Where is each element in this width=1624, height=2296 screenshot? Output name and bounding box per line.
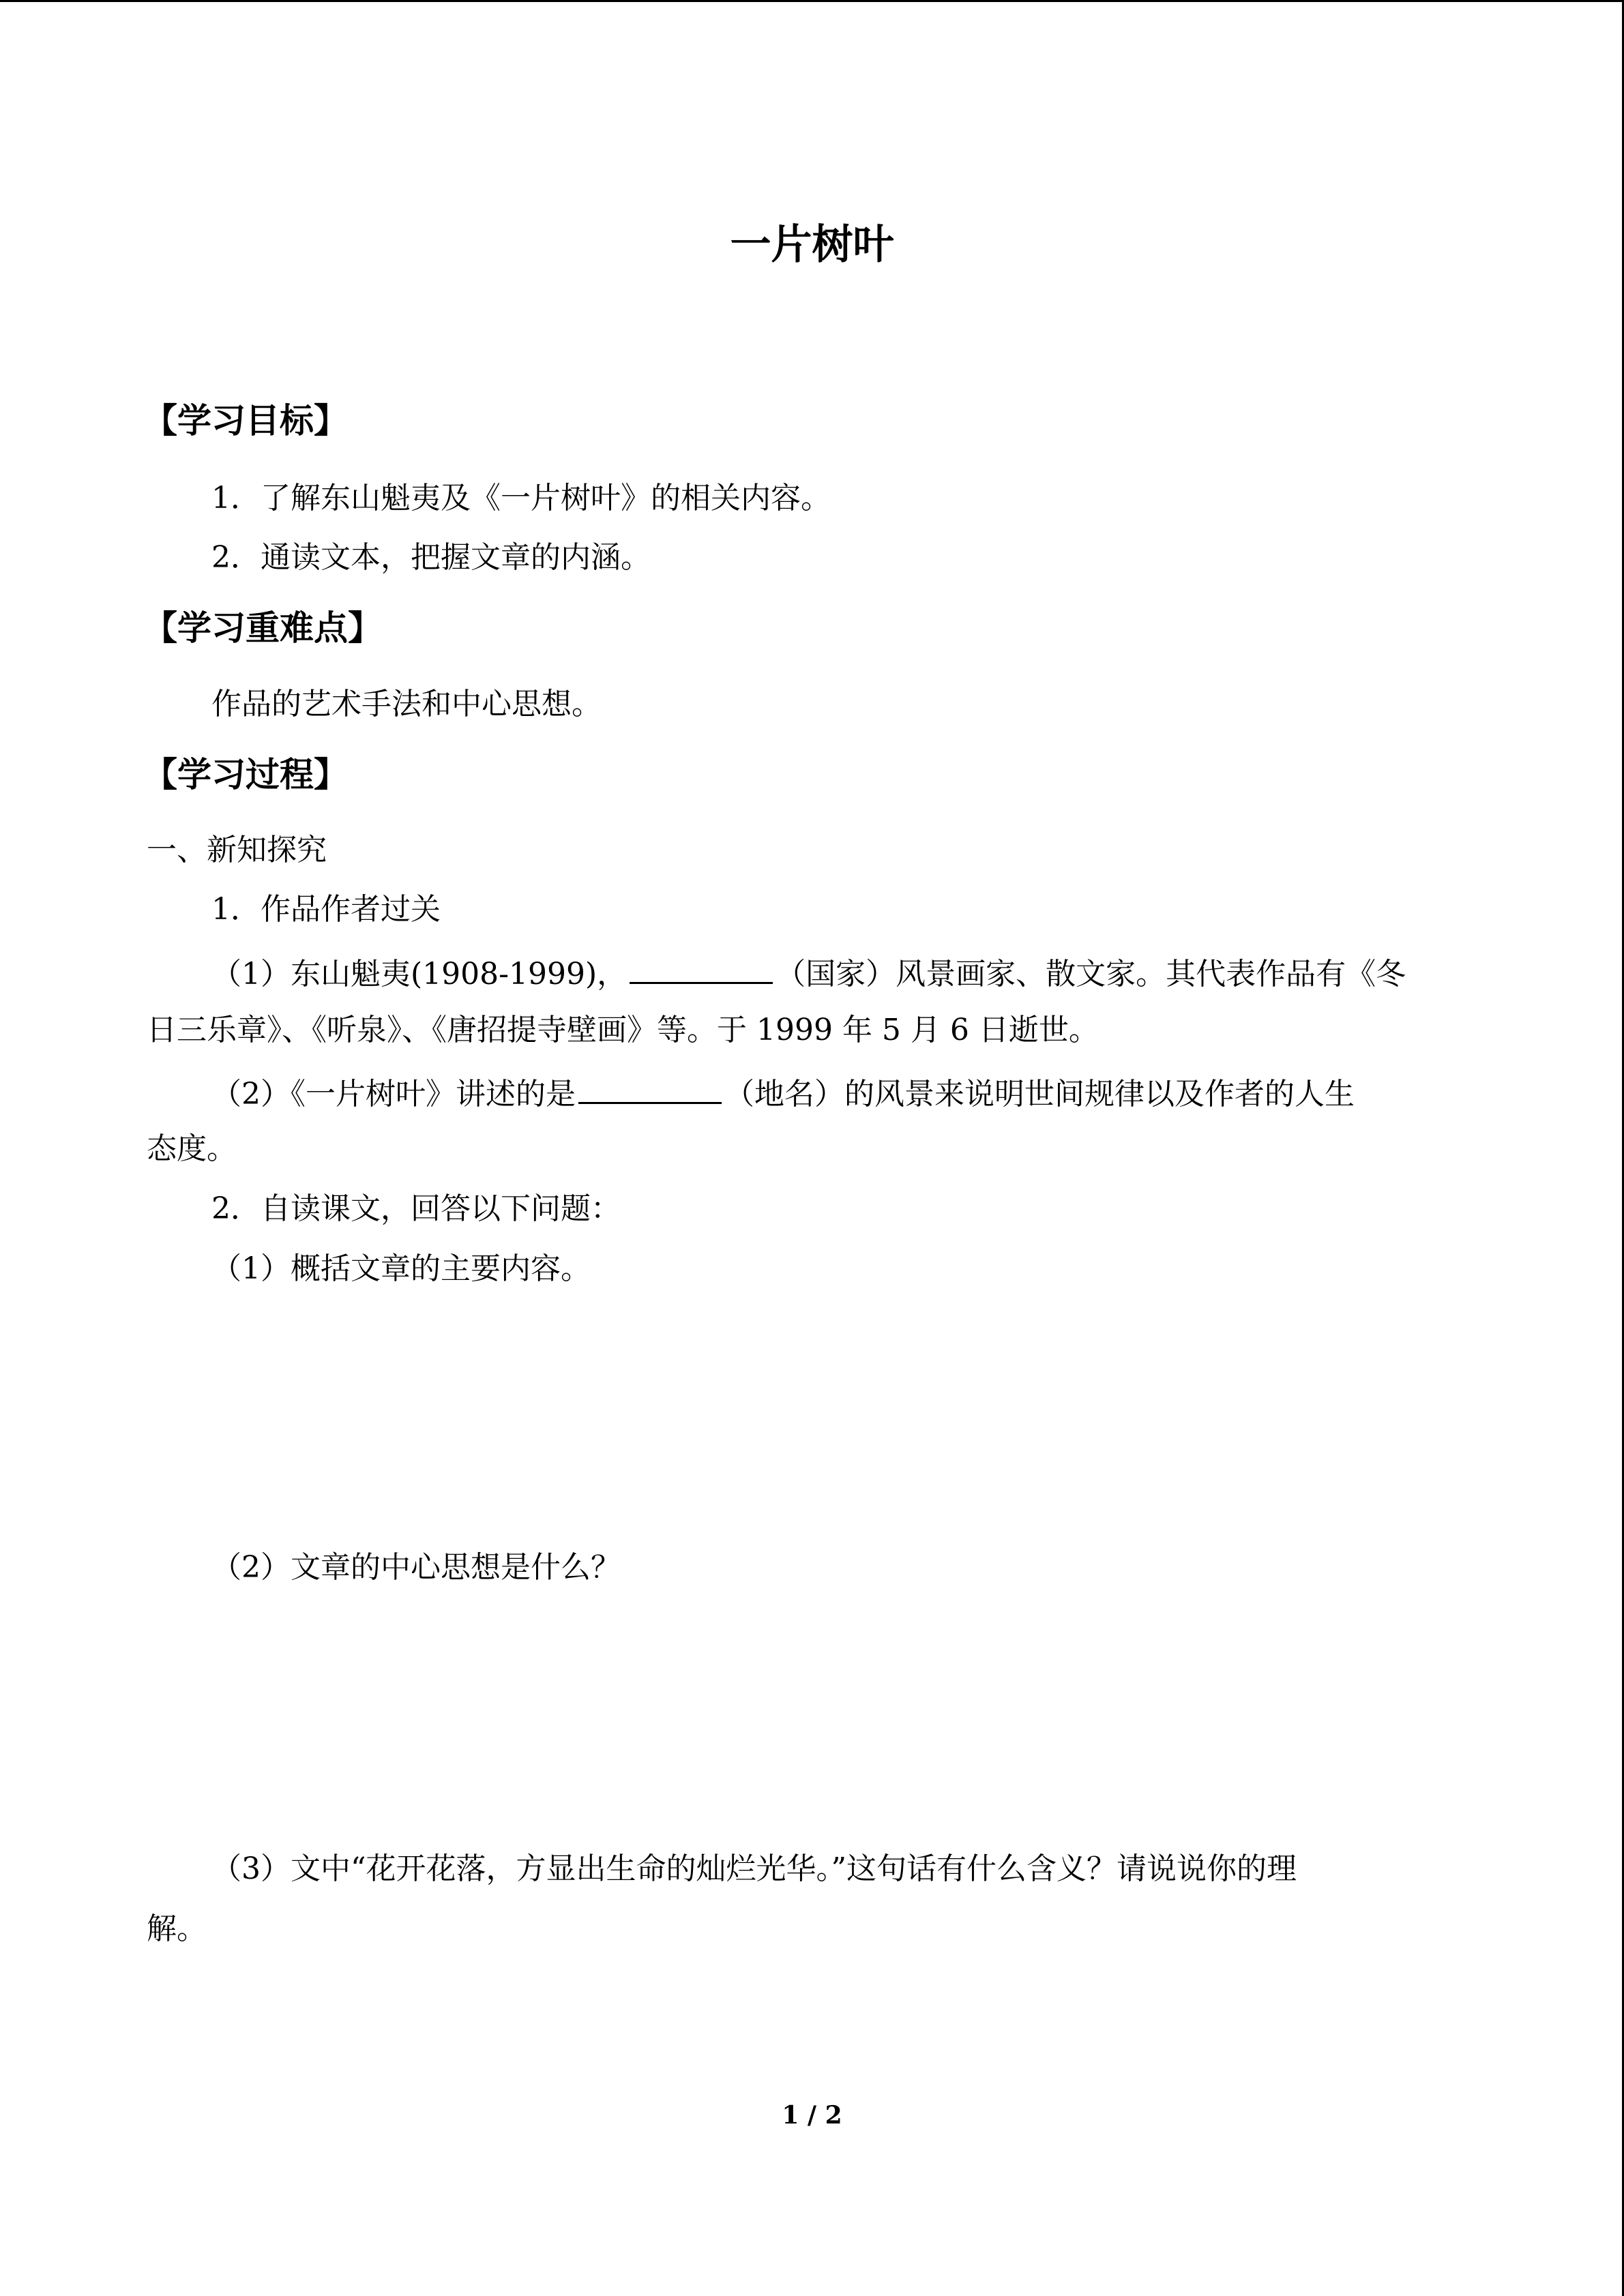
question-2-3-line2: 解。 <box>147 1911 207 1946</box>
heading-learning-goals: 【学习目标】 <box>143 401 348 441</box>
question-2-2: （2）文章的中心思想是什么？ <box>211 1550 621 1585</box>
question-1-2-line1 <box>211 1075 1355 1112</box>
question-1-2-suffix: （地名）的风景来说明世间规律以及作者的人生 <box>724 1077 1355 1112</box>
heading-learning-process: 【学习过程】 <box>143 755 348 794</box>
goal-item: 2．通读文本，把握文章的内涵。 <box>211 540 651 575</box>
page-number: 1 / 2 <box>782 2101 842 2130</box>
question-2-3-line1: （3）文中“花开花落，方显出生命的灿烂光华。”这句话有什么含义？请说说你的理 <box>211 1851 1297 1886</box>
goal-item: 1．了解东山魁夷及《一片树叶》的相关内容。 <box>211 481 831 516</box>
question-1-1-suffix: （国家）风景画家、散文家。其代表作品有《冬 <box>776 957 1406 992</box>
page-title: 一片树叶 <box>730 221 894 269</box>
question-1-2-line2: 态度。 <box>147 1131 237 1166</box>
part-title: 一、新知探究 <box>147 833 327 867</box>
heading-key-points: 【学习重难点】 <box>143 608 382 648</box>
question-1-1-prefix: （1）东山魁夷(1908-1999)， <box>211 957 628 992</box>
question-title: 1．作品作者过关 <box>211 892 441 927</box>
question-1-2-prefix: （2）《一片树叶》讲述的是 <box>211 1077 576 1112</box>
fill-blank-place[interactable] <box>578 1075 722 1104</box>
question-2-1: （1）概括文章的主要内容。 <box>211 1251 591 1286</box>
question-1-1-line1 <box>211 955 1406 992</box>
question-1-1-line2: 日三乐章》、《听泉》、《唐招提寺壁画》等。于 1999 年 5 月 6 日逝世。 <box>147 1013 1099 1047</box>
key-points-text: 作品的艺术手法和中心思想。 <box>211 687 602 721</box>
question-title: 2．自读课文，回答以下问题： <box>211 1191 621 1226</box>
fill-blank-country[interactable] <box>630 955 773 984</box>
